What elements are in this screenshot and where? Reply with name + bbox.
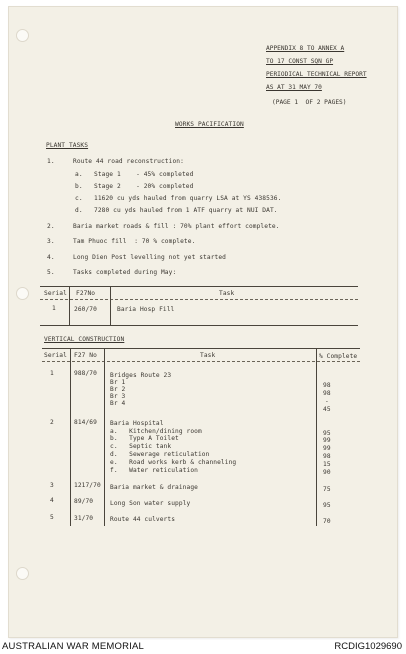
table-cell: 98 [323,453,331,460]
table-cell: 1 [52,305,56,312]
item-text: Tasks completed during May: [73,269,177,276]
section-heading: VERTICAL CONSTRUCTION [44,336,125,343]
record-id: RCDIG1029690 [334,641,402,652]
item-number: a. [75,171,83,178]
column-header: Serial [44,290,67,297]
table-cell: Long Son water supply [110,500,191,507]
table-cell: 15 [323,461,331,468]
table-cell: 814/69 [74,419,97,426]
item-number: 2. [47,223,55,230]
item-text: 11620 cu yds hauled from quarry LSA at YS 438536. [94,195,282,202]
item-number: d. [75,207,83,214]
item-text: Baria market roads & fill : 70% plant effort complete. [73,223,280,230]
table-cell: 98 [323,390,331,397]
table-cell: 95 [323,502,331,509]
archive-footer [0,640,406,654]
table-cell: c. Septic tank [110,443,172,450]
table-cell: 99 [323,445,331,452]
item-number: 5. [47,269,55,276]
table-cell: 1217/70 [74,482,101,489]
table-cell: 1 [50,370,54,377]
column-header: Task [219,290,235,297]
table-rule [40,286,358,287]
table-cell: b. Type A Toilet [110,435,179,442]
table-cell: Br 1 [110,379,126,386]
table-cell: f. Water reticulation [110,467,198,474]
table-cell: Baria Hosp Fill [117,306,175,313]
section-heading: PLANT TASKS [46,142,89,149]
table-cell: 3 [50,482,54,489]
table-cell: 75 [323,486,331,493]
item-text: Stage 2 - 20% completed [94,183,194,190]
header-line: APPENDIX 8 TO ANNEX A [266,45,345,52]
table-cell: Bridges Route 23 [110,372,172,379]
table-rule [316,348,317,526]
item-text: Long Dien Post levelling not yet started [73,254,227,261]
header-line: PERIODICAL TECHNICAL REPORT [266,71,367,78]
table-cell: Br 3 [110,393,126,400]
table-cell: 988/70 [74,370,97,377]
table-cell: 89/70 [74,498,94,505]
table-cell: 2 [50,419,54,426]
table-cell: e. Road works kerb & channeling [110,459,237,466]
table-rule [42,348,360,349]
table-rule [70,348,71,526]
table-cell: Br 2 [110,386,126,393]
table-cell: 98 [323,382,331,389]
table-cell: Baria market & drainage [110,484,198,491]
table-cell: a. Kitchen/dining room [110,428,202,435]
punch-hole [16,287,29,300]
table-cell: 260/70 [74,306,97,313]
table-cell: - [325,398,329,405]
page-indicator: (PAGE 1 OF 2 PAGES) [272,99,347,106]
column-header: Task [200,352,216,359]
item-text: 7280 cu yds hauled from 1 ATF quarry at NUI DAT. [94,207,278,214]
table-cell: 90 [323,469,331,476]
table-cell: Baria Hospital [110,420,164,427]
column-header: F27No [76,290,96,297]
punch-hole [16,567,29,580]
table-rule [104,348,105,526]
table-cell: 70 [323,518,331,525]
item-number: b. [75,183,83,190]
punch-hole [16,29,29,42]
table-cell: 99 [323,437,331,444]
header-line: AS AT 31 MAY 70 [266,84,322,91]
table-rule [40,325,358,326]
table-rule [69,286,70,325]
column-header: % Complete [319,353,358,360]
item-text: Tam Phuoc fill : 70 % complete. [73,238,196,245]
table-cell: Route 44 culverts [110,516,176,523]
table-cell: 31/70 [74,515,94,522]
item-text: Stage 1 - 45% completed [94,171,194,178]
item-number: 3. [47,238,55,245]
column-header: F27 No [74,352,97,359]
item-number: 1. [47,158,55,165]
table-rule [110,286,111,325]
table-cell: Br 4 [110,400,126,407]
table-cell: 95 [323,430,331,437]
item-number: c. [75,195,83,202]
item-number: 4. [47,254,55,261]
header-line: TO 17 CONST SQN GP [266,58,334,65]
table-cell: 4 [50,497,54,504]
item-text: Route 44 road reconstruction: [73,158,184,165]
document-title: WORKS PACIFICATION [175,121,244,128]
table-cell: 5 [50,514,54,521]
archive-name: AUSTRALIAN WAR MEMORIAL [2,641,145,652]
column-header: Serial [44,352,67,359]
table-rule [42,361,360,362]
table-cell: d. Sewerage reticulation [110,451,210,458]
table-rule [40,299,358,300]
table-cell: 45 [323,406,331,413]
